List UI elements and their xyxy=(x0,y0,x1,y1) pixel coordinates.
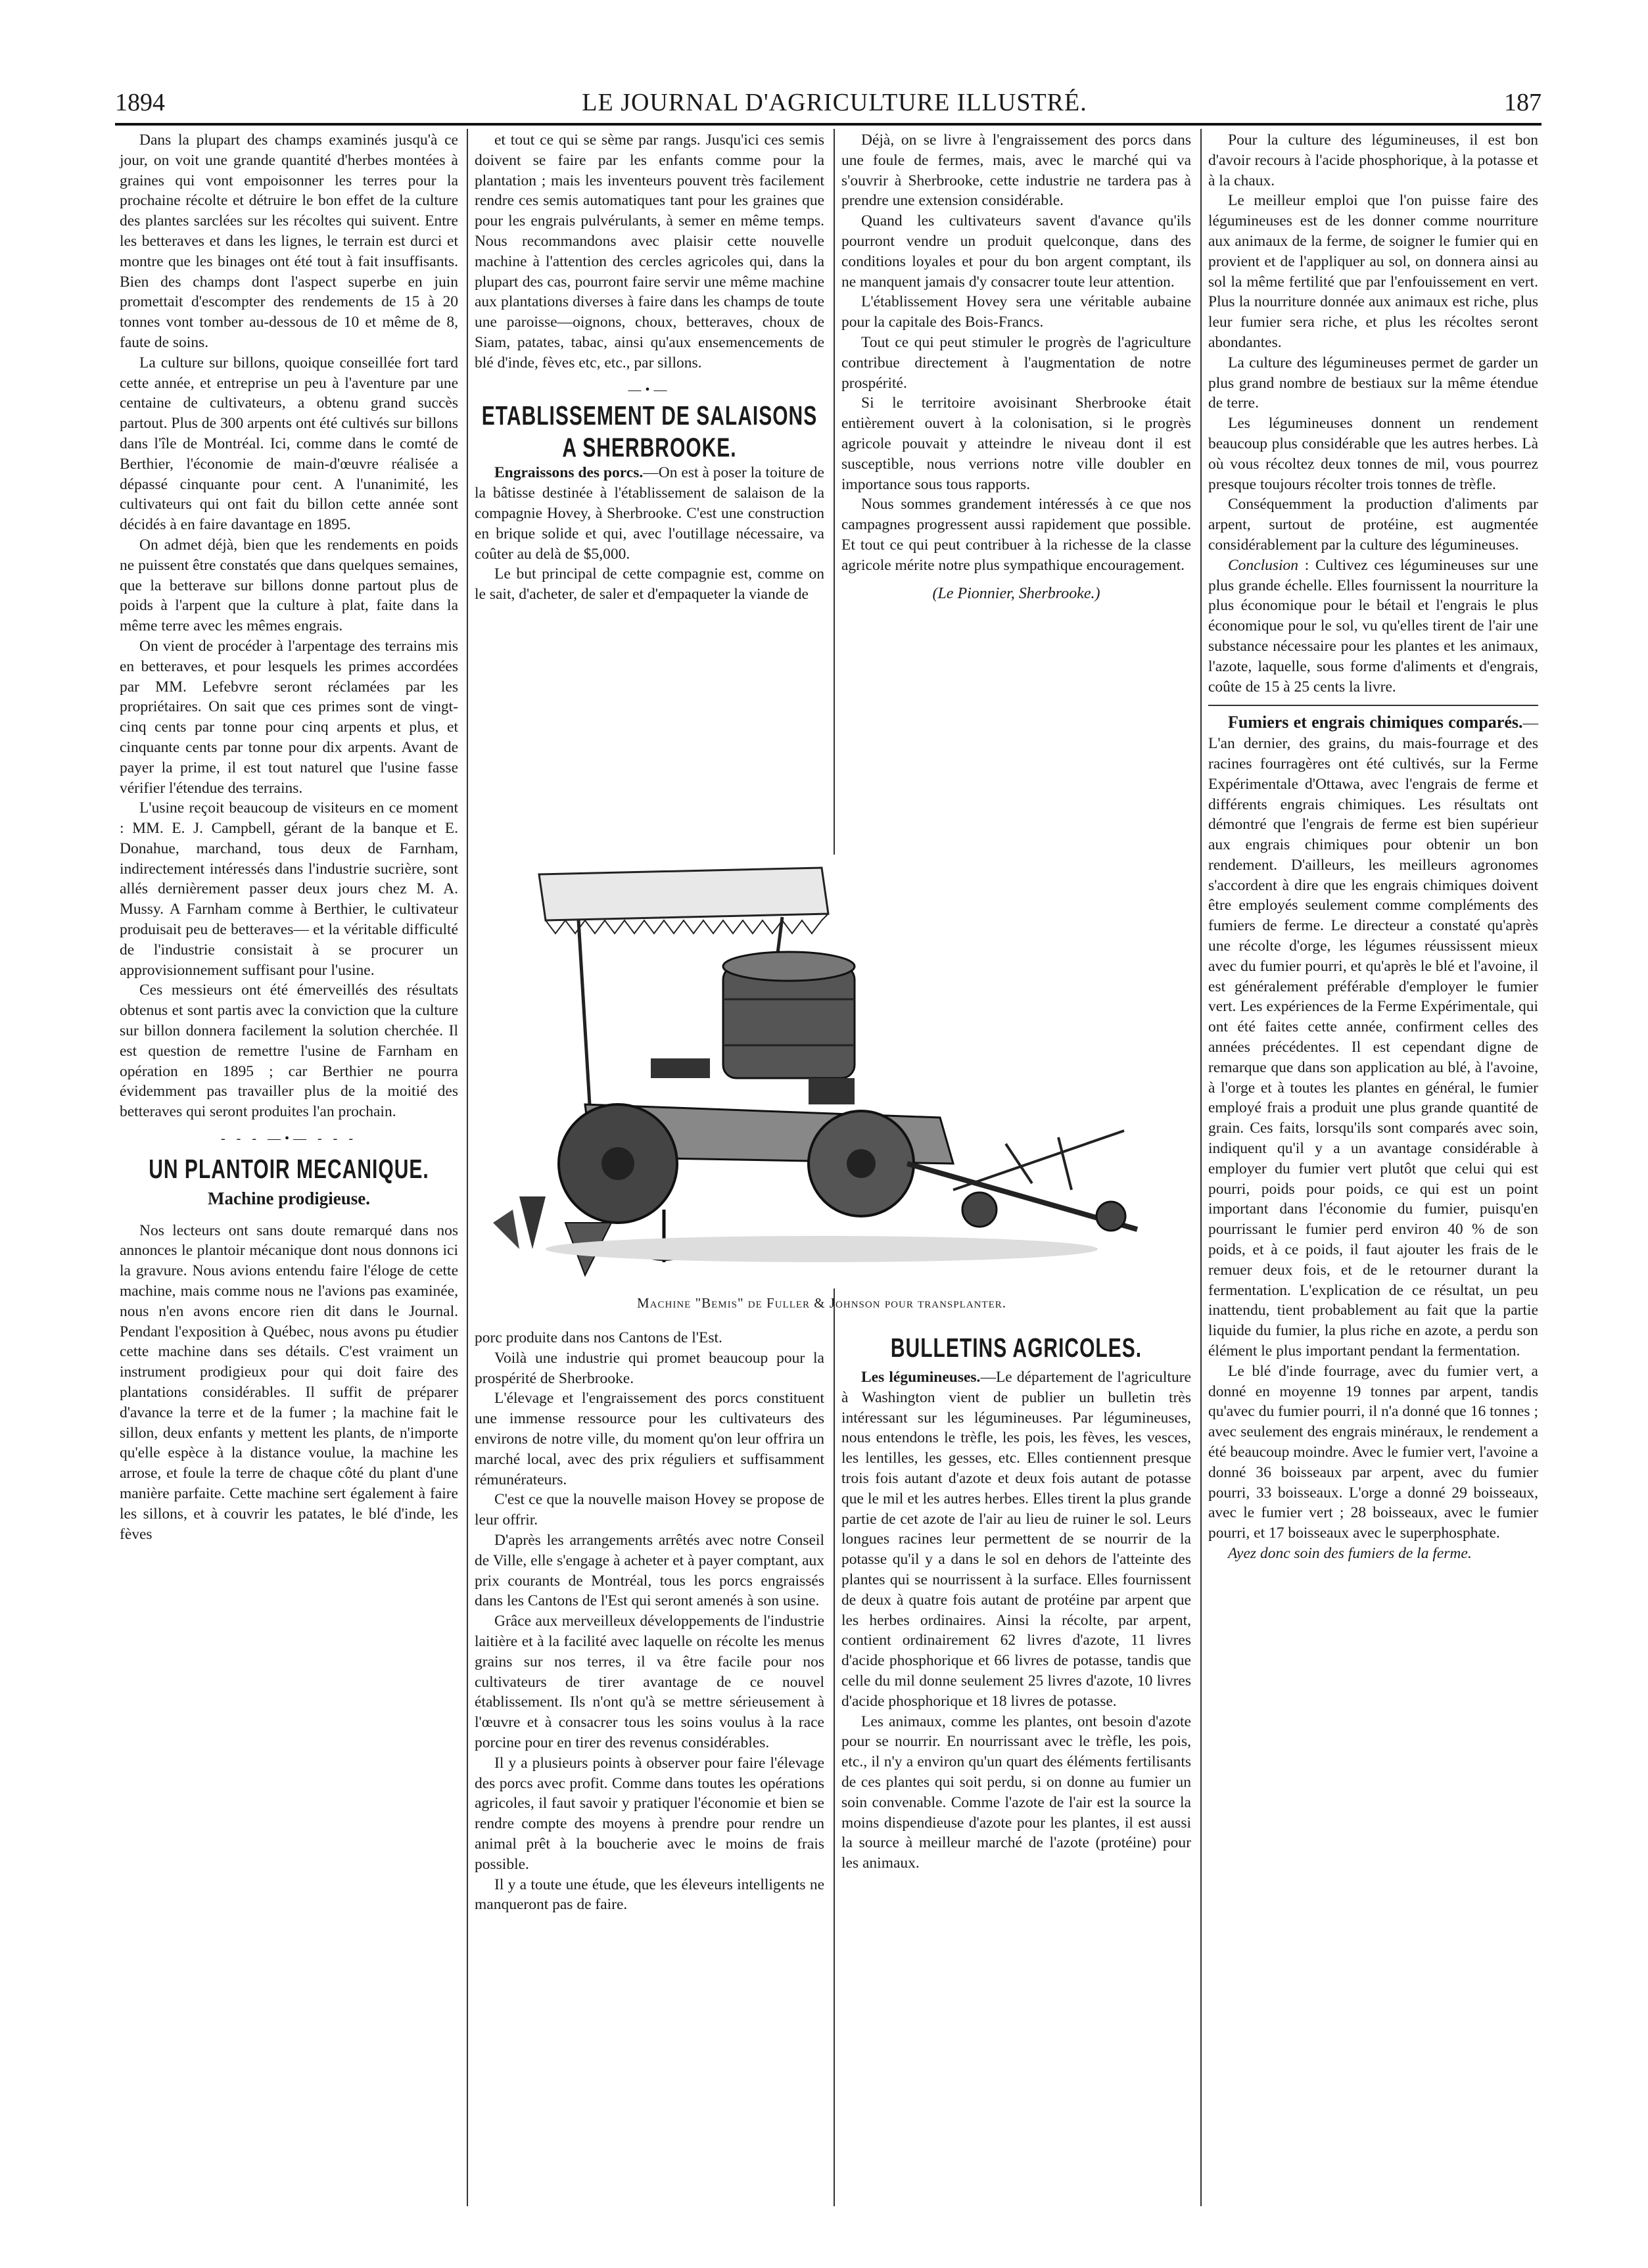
paragraph: On admet déjà, bien que les rendements en poids ne puissent être constatés que dans quelques semaines, que la betterave sur billons donne partout plus de poids à l'arpent que la culture à plat, faite dans la même terre avec les mêmes engrais. xyxy=(120,536,458,635)
water-tank-icon xyxy=(723,952,855,1078)
header-year: 1894 xyxy=(115,89,165,116)
paragraph: C'est ce que la nouvelle maison Hovey se propose de leur offrir. xyxy=(475,1491,824,1529)
paragraph-text: : Cultivez ces légumineuses sur une plus grande échelle. Elles fournissent la nourriture la plus économique pour le bétail et l'engrais le plus économique pour le sol, vu qu'elles tirent de l'air une substance nécessaire pour les plantes et les animaux, l'azote, laquelle, sous forme d'aliments et d'engrais, coûte de 15 à 25 cents la livre. xyxy=(1208,556,1538,696)
column-3 xyxy=(841,130,1191,603)
column-rule xyxy=(1200,129,1202,2206)
paragraph: L'usine reçoit beaucoup de visiteurs en ce moment : MM. E. J. Campbell, gérant de la banque et E. Donahue, marchand, tous deux de Farnham, indirectement intéressés dans l'industrie sucrière, sont allés dernièrement passer deux jours chez M. A. Mussy. A Farnham comme à Berthier, le cultivateur produisait peu de betteraves— et la véritable difficulté de l'industrie consistait à se procurer un approvisionnement suffisant pour l'usine. xyxy=(120,799,458,979)
conclusion-label: Conclusion xyxy=(1228,556,1299,574)
column-rule xyxy=(467,129,468,2206)
paragraph: Le but principal de cette compagnie est, comme on le sait, d'acheter, de saler et d'empaqueter la viande de xyxy=(475,565,824,603)
paragraph: Conséquemment la production d'aliments par arpent, surtout de protéine, est augmentée considérablement par la culture des légumineuses. xyxy=(1208,496,1538,554)
header-rule xyxy=(115,123,1542,126)
paragraph: Les légumineuses donnent un rendement beaucoup plus considérable que les autres herbes. Là où vous récoltez deux tonnes de mil, vous pourrez presque toujours récolter trois tonnes de trèfle. xyxy=(1208,415,1538,493)
paragraph: L'établissement Hovey sera une véritable aubaine pour la capitale des Bois-Francs. xyxy=(841,293,1191,331)
source-attribution: (Le Pionnier, Sherbrooke.) xyxy=(932,584,1100,602)
paragraph xyxy=(1208,713,1538,1361)
paragraph xyxy=(841,1367,1191,1712)
paragraph-text: —Le département de l'agriculture à Washington vient de publier un bulletin très intéressant sur les légumineuses. Par légumineuses, nous entendons le trèfle, les pois, les fèves, les vesces, les lentilles, les gesses, etc. Elles contiennent presque trois fois autant d'azote et deux fois autant de potasse que le mil et les autres herbes. Elles tirent la plus grande partie de cet azote de l'air au lieu de ruiner le sol. Leurs longues racines leur permettent de se nourrir de la potasse qu'il y a dans le sol en dehors de l'atteinte des plantes qui se nourrissent à la surface. Elles fournissent de deux à quatre fois autant de protéine par arpent que les herbes ordinaires. Ainsi la récolte, par arpent, contient ordinairement 62 livres d'azote, 11 livres d'acide phosphorique et 66 livres de potasse, tandis que celle du mil donne seulement 25 livres d'azote, 10 livres d'acide phosphorique et 18 livres de potasse. xyxy=(841,1369,1191,1710)
article-subheading: Machine prodigieuse. xyxy=(207,1188,370,1208)
paragraph-lead: Engraissons des porcs. xyxy=(494,464,644,482)
paragraph: Il y a toute une étude, que les éleveurs intelligents ne manqueront pas de faire. xyxy=(475,1876,824,1914)
paragraph: Ces messieurs ont été émerveillés des résultats obtenus et sont partis avec la conviction que la culture sur billon donnera facilement la solution cherchée. Il est question de remettre l'usine de Farnham en opération en 1895 ; car Berthier ne pourra évidemment pas travailler plus de la moitié des betteraves qui seront produites l'an prochain. xyxy=(120,981,458,1121)
paragraph-text: —L'an dernier, des grains, du mais-fourrage et des racines fourragères ont été cultivés, sur la Ferme Expérimentale d'Ottawa, avec l'engrais de ferme et différents engrais chimiques. Les résultats ont démontré que l'engrais de ferme est bien supérieur aux engrais chimiques pour obtenir un bon rendement. D'ailleurs, les meilleurs agronomes s'accordent à dire que les engrais chimiques doivent être employés seulement comme compléments des fumiers de ferme. Le directeur a constaté qu'après une récolte d'orge, les légumes réussissent mieux avec du fumier pourri, et qu'après le blé et l'avoine, il est généralement préférable d'employer le fumier vert. Les expériences de la Ferme Expérimentale, qui ont été faites cette année, confirment celles des années précédentes. Il est cependant digne de remarque que dans son application au blé, à l'avoine, à l'orge et à toutes les plantes en général, le fumier employé frais a produit une plus grande quantité de grain. Ces faits, lorsqu'ils sont comparés avec soin, indiquent qu'il y a un avantage considérable à employer du fumier vert plutôt que celui qui est pourri, poids pour poids, ce qui est un point important dans l'économie du fumier, puisqu'en pourrissant le fumier perd environ 40 % de son poids, et à ce poids, il faut ajouter les frais de le remuer deux fois, et de le retourner durant la fermentation. L'explication de ce résultat, un peu inattendu, tient probablement au fait que la partie liquide du fumier, la plus riche en azote, a perdu son élément le plus important pendant la fermentation. xyxy=(1208,715,1538,1360)
paragraph: porc produite dans nos Cantons de l'Est. xyxy=(475,1329,722,1346)
paragraph: Quand les cultivateurs savent d'avance qu'ils pourront vendre un produit quelconque, dans des conditions loyales et pour du bon argent comptant, ils ne manquent jamais d'y consacrer toute leur attention. xyxy=(841,212,1191,291)
column-3-lower xyxy=(841,1328,1191,1874)
paragraph: Pour la culture des légumineuses, il est bon d'avoir recours à l'acide phosphorique, à la potasse et à la chaux. xyxy=(1208,131,1538,189)
paragraph-lead: Fumiers et engrais chimiques comparés. xyxy=(1228,713,1523,732)
paragraph-text: —On est à poser la toiture de la bâtisse destinée à l'établissement de salaison de la compagnie Hovey, à Sherbrooke. C'est une construction en brique solide et qui, avec l'outillage nécessaire, va coûter au delà de $5,000. xyxy=(475,464,824,563)
column-4 xyxy=(1208,130,1538,1564)
section-divider: - - - —•— - - - xyxy=(221,1131,357,1146)
article-heading-plantoir: UN PLANTOIR MECANIQUE. xyxy=(149,1154,429,1185)
paragraph: La culture des légumineuses permet de garder un plus grand nombre de bestiaux sur la même étendue de terre. xyxy=(1208,354,1538,412)
paragraph: Il y a plusieurs points à observer pour faire l'élevage des porcs avec profit. Comme dans toutes les opérations agricoles, il faut savoir y pratiquer l'économie et bien se rendre compte des moyens à prendre pour rendre un animal prêt à la boucherie avec le moins de frais possible. xyxy=(475,1754,824,1873)
paragraph: Si le territoire avoisinant Sherbrooke était entièrement ouvert à la colonisation, si le progrès agricole pouvait y atteindre le niveau dont il est susceptible, nous verrions notre ville doubler en importance sous tous rapports. xyxy=(841,394,1191,493)
paragraph: Les animaux, comme les plantes, ont besoin d'azote pour se nourrir. En nourrissant avec le trèfle, les pois, etc., il n'y a environ qu'un quart des éléments fertilisants de ces plantes qui soit perdu, si on donne au fumier un soin convenable. Comme l'azote de l'air est la source la moins dispendieuse d'azote pour les plantes, il est aussi la source à meilleur marché de l'azote (protéine) pour les animaux. xyxy=(841,1713,1191,1872)
section-rule xyxy=(1208,705,1538,706)
closing-line: Ayez donc soin des fumiers de la ferme. xyxy=(1228,1544,1472,1562)
paragraph: Dans la plupart des champs examinés jusqu'à ce jour, on voit une grande quantité d'herbes montées à graines qui vont empoisonner les terres pour la prochaine récolte et détruire le bon effet de la culture des plantes sarclées sur les récoltes qui suivent. Entre les betteraves et dans les lignes, le terrain est durci et montre que les binages ont été tout à fait insuffisants. Bien des champs dont l'aspect superbe en juin promettait d'escompter des rendements de 15 à 20 tonnes vont tomber au-dessous de 10 et même de 8, faute de soins. xyxy=(120,131,458,351)
paragraph xyxy=(475,463,824,564)
paragraph xyxy=(1208,555,1538,697)
column-2 xyxy=(475,130,824,605)
paragraph: Tout ce qui peut stimuler le progrès de l'agriculture contribue directement à l'augmentation de notre prospérité. xyxy=(841,333,1191,392)
article-heading-bulletins: BULLETINS AGRICOLES. xyxy=(890,1334,1142,1363)
paragraph: Le meilleur emploi que l'on puisse faire des légumineuses est de les donner comme nourriture aux animaux de la ferme, de soigner le fumier qui en provient et de l'appliquer au sol, on donnera ainsi au sol la même fertilité que par l'enfouissement en vert. Plus la nourriture donnée aux animaux est riche, plus leur fumier sera riche, et plus les récoltes seront abondantes. xyxy=(1208,192,1538,351)
paragraph: Le blé d'inde fourrage, avec du fumier vert, a donné en moyenne 19 tonnes par arpent, tandis qu'avec du fumier pourri, il n'a donné que 16 tonnes ; avec seulement des engrais minéraux, le rendement a été beaucoup moindre. Avec le fumier vert, l'avoine a donné 36 boisseaux par arpent, avec du fumier pourri, 33 boisseaux. L'orge a donné 29 boisseaux, avec le fumier vert ; 28 boisseaux, avec le fumier pourri, et 17 boisseaux avec le superphosphate. xyxy=(1208,1362,1538,1542)
paragraph-lead: Les légumineuses. xyxy=(861,1369,981,1386)
column-1 xyxy=(120,130,458,1544)
paragraph: D'après les arrangements arrêtés avec notre Conseil de Ville, elle s'engage à acheter et à payer comptant, aux prix courants de Montréal, tous les porcs engraissés dans les Cantons de l'Est qui seront amenés à son usine. xyxy=(475,1531,824,1610)
column-2-lower xyxy=(475,1328,824,1915)
paragraph: On vient de procéder à l'arpentage des terrains mis en betteraves, et pour lesquels les primes accordées par MM. Lefebvre seront réclamées par les propriétaires. On sait que ces primes sont de vingt-cinq cents par tonne pour cinq arpents et plus, et cinquante cents par tonne pour dix arpents. Avant de payer la prime, il est tout naturel que l'usine fasse vérifier l'étendue des terrains. xyxy=(120,637,458,797)
paragraph: Nous sommes grandement intéressés à ce que nos campagnes progressent aussi rapidement que possible. Et tout ce qui peut contribuer à la richesse de la classe agricole mérite notre plus sympathique encouragement. xyxy=(841,496,1191,574)
header-title: LE JOURNAL D'AGRICULTURE ILLUSTRÉ. xyxy=(582,89,1087,116)
engraving-caption: Machine "Bemis" de Fuller & Johnson pour transplanter. xyxy=(636,1295,1007,1311)
paragraph: La culture sur billons, quoique conseillée fort tard cette année, et entreprise un peu à l'aventure par une centaine de cultivateurs, a obtenu grand succès partout. Plus de 300 arpents ont été cultivés sur billons dans l'île de Montréal. Ici, comme dans le comté de Berthier, l'économie de main-d'œuvre réalisée a dépassé cinquante pour cent. A l'unanimité, les cultivateurs qui ont fait du billon cette année sont décidés à en faire davantage en 1895. xyxy=(120,354,458,534)
section-divider: —•— xyxy=(628,382,671,397)
paragraph: Grâce aux merveilleux développements de l'industrie laitière et à la facilité avec laquelle on récolte les menus grains sur nos terres, il va être facile pour nos cultivateurs de tirer avantage de ce nouvel établissement. Ils n'ont qu'à se mettre sérieusement à l'œuvre et à consacrer tous les soins voulus à la race porcine pour en tirer des revenus considérables. xyxy=(475,1613,824,1751)
paragraph: L'élevage et l'engraissement des porcs constituent une immense ressource pour les cultivateurs des environs de notre ville, du moment qu'on leur offrira un marché local, avec des prix réguliers et suffisamment rémunérateurs. xyxy=(475,1390,824,1488)
article-heading-salaisons: ETABLISSEMENT DE SALAISONS A SHERBROOKE. xyxy=(481,402,818,463)
paragraph: Nos lecteurs ont sans doute remarqué dans nos annonces le plantoir mécanique dont nous donnons ici la gravure. Nous avions entendu faire l'éloge de cette machine, mais comme nous ne l'avions pas examinée, nous n'en avons encore rien dit dans le Journal. Pendant l'exposition à Québec, nous avons pu étudier cette machine dans ses détails. C'est vraiment un instrument prodigieux pour qui doit faire des plantations considérables. Il suffit de préparer d'avance la terre et de la fumer ; la machine fait le sillon, deux enfants y mettent les plants, de n'importe qu'elle espèce à la distance voulue, la machine les arrose, et foule la terre de chaque côté du plant d'une manière parfaite. Cette machine sert également à faire les sillons, et à couvrir les patates, le blé d'inde, les fèves xyxy=(120,1221,458,1543)
paragraph: Déjà, on se livre à l'engraissement des porcs dans une foule de fermes, mais, avec le marché qui va s'ouvrir à Sherbrooke, cette industrie ne tardera pas à prendre une extension considérable. xyxy=(841,131,1191,210)
header-page-number: 187 xyxy=(1503,89,1542,116)
transplanter-machine-engraving xyxy=(480,855,1164,1288)
paragraph: Voilà une industrie qui promet beaucoup pour la prospérité de Sherbrooke. xyxy=(475,1349,824,1387)
paragraph: et tout ce qui se sème par rangs. Jusqu'ici ces semis doivent se faire par les enfants comme pour la plantation ; mais les inventeurs pouvent très facilement rendre ces semis automatiques tant pour les graines que pour les engrais pulvérulants, à semer en même temps. Nous recommandons avec plaisir cette nouvelle machine à l'attention des cercles agricoles qui, dans la plupart des cas, pourront faire servir une même machine aux plantations diverses à faire dans les champs de toute une paroisse—oignons, choux, betteraves, choux de Siam, patates, tabac, ainsi qu'aux ensemencements de blé d'inde, fèves etc, etc., par sillons. xyxy=(475,131,824,371)
page-header xyxy=(115,78,1542,117)
